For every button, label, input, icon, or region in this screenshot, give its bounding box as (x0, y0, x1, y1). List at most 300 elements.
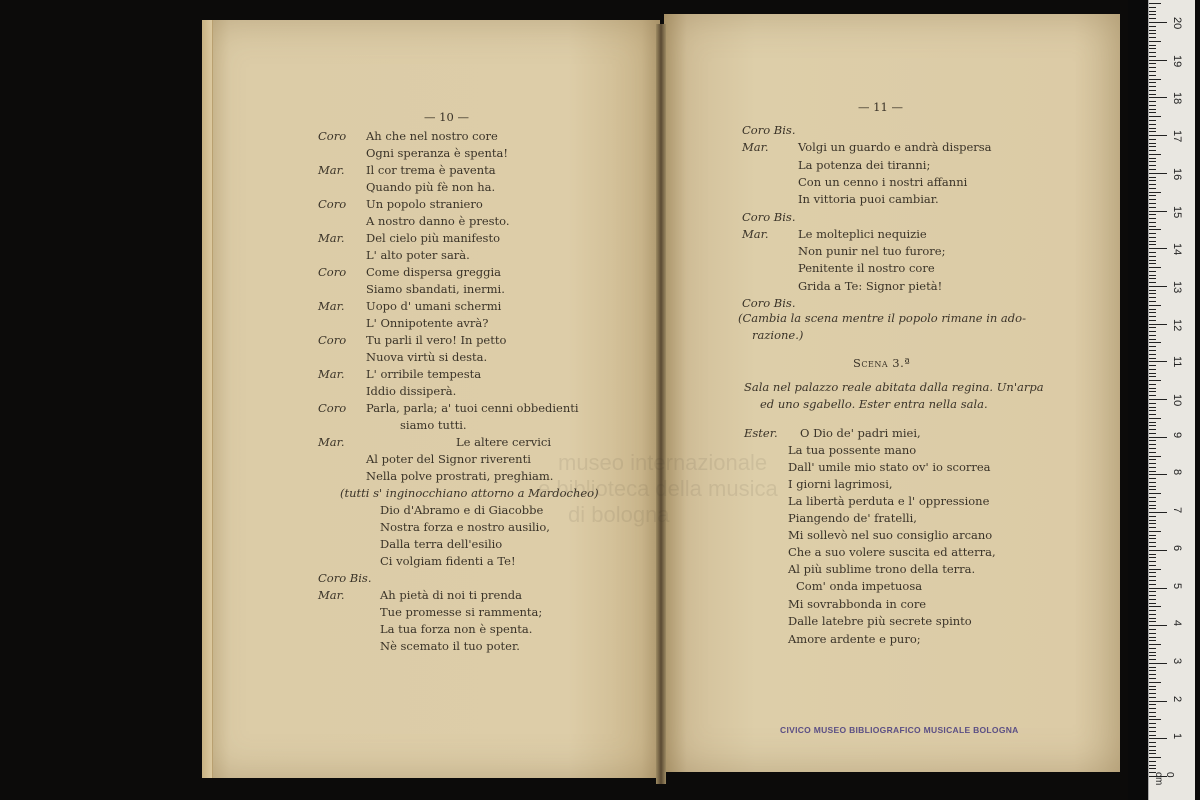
verse-line: Parla, parla; a' tuoi cenni obbedienti (366, 401, 579, 415)
page-edge (202, 20, 213, 778)
ruler-tick (1149, 312, 1156, 313)
ruler-tick (1149, 86, 1156, 87)
ruler-tick (1149, 384, 1156, 385)
ruler-tick (1149, 561, 1156, 562)
ruler-tick (1149, 618, 1156, 619)
ruler-tick (1149, 14, 1156, 15)
ruler-tick (1149, 554, 1156, 555)
stage-direction-cont: razione.) (752, 328, 804, 342)
verse-line: Dalle latebre più secrete spinto (788, 614, 972, 628)
verse-line: Al poter del Signor riverenti (366, 452, 531, 466)
ruler-tick (1149, 271, 1156, 272)
ruler-tick (1149, 557, 1156, 558)
measurement-ruler (1148, 0, 1195, 800)
ruler-number: 1 (1171, 733, 1183, 740)
ruler-tick (1149, 637, 1156, 638)
ruler-tick (1149, 75, 1156, 76)
verse-line: Nella polve prostrati, preghiam. (366, 469, 554, 483)
ruler-tick (1149, 226, 1156, 227)
ruler-tick (1149, 97, 1167, 98)
speaker-label: Coro (318, 265, 347, 279)
ruler-tick (1149, 750, 1156, 751)
verse-line: O Dio de' padri miei, (800, 426, 921, 440)
ruler-number: 18 (1171, 92, 1183, 105)
ruler-tick (1149, 614, 1156, 615)
verse-line: Il cor trema è paventa (366, 163, 496, 177)
ruler-number: 17 (1171, 130, 1183, 143)
ruler-number: 14 (1171, 243, 1183, 256)
verse-line: Un popolo straniero (366, 197, 483, 211)
ruler-tick (1149, 753, 1156, 754)
ruler-tick (1149, 678, 1156, 679)
ruler-tick (1149, 633, 1156, 634)
ruler-tick (1149, 606, 1161, 607)
ruler-tick (1149, 527, 1156, 528)
ruler-tick (1149, 667, 1156, 668)
ruler-tick (1149, 452, 1156, 453)
ruler-tick (1149, 731, 1156, 732)
ruler-tick (1149, 708, 1156, 709)
verse-line: Uopo d' umani schermi (366, 299, 502, 313)
ruler-tick (1149, 629, 1156, 630)
ruler-tick (1149, 505, 1156, 506)
ruler-tick (1149, 542, 1156, 543)
ruler-tick (1149, 704, 1156, 705)
ruler-tick (1149, 648, 1156, 649)
ruler-tick (1149, 305, 1161, 306)
ruler-tick (1149, 723, 1156, 724)
ruler-tick (1149, 610, 1156, 611)
verse-line: Come dispersa greggia (366, 265, 502, 279)
ruler-tick (1149, 659, 1156, 660)
ruler-tick (1149, 169, 1156, 170)
verse-line: Ogni speranza è spenta! (366, 146, 508, 160)
verse-line: Con un cenno i nostri affanni (798, 174, 968, 189)
ruler-tick (1149, 309, 1156, 310)
ruler-tick (1149, 203, 1156, 204)
ruler-tick (1149, 275, 1156, 276)
ruler-tick (1149, 765, 1156, 766)
ruler-tick (1149, 165, 1156, 166)
ruler-tick (1149, 520, 1156, 521)
ruler-tick (1149, 689, 1156, 690)
ruler-number: 3 (1171, 657, 1183, 665)
ruler-tick (1149, 71, 1156, 72)
ruler-tick (1149, 471, 1156, 472)
ruler-number: 9 (1171, 431, 1183, 438)
ruler-tick (1149, 7, 1156, 8)
ruler-tick (1149, 260, 1156, 261)
ruler-tick (1149, 719, 1161, 720)
ruler-tick (1149, 746, 1156, 747)
ruler-tick (1149, 422, 1156, 423)
ruler-number: 7 (1171, 507, 1183, 514)
ruler-tick (1149, 207, 1156, 208)
stage-direction: (Cambia la scena mentre il popolo rimane in ado- (738, 311, 1026, 325)
ruler-tick (1149, 116, 1161, 117)
scene-description-cont: ed uno sgabello. Ester entra nella sala. (760, 397, 988, 411)
ruler-tick (1149, 324, 1167, 325)
ruler-tick (1149, 11, 1156, 12)
ruler-tick (1149, 331, 1156, 332)
ruler-tick (1149, 395, 1156, 396)
ruler-tick (1149, 429, 1156, 430)
speaker-label: Coro Bis. (742, 209, 796, 224)
verse-line: Amore ardente e puro; (788, 631, 921, 646)
ruler-tick (1149, 538, 1156, 539)
ruler-tick (1149, 768, 1156, 769)
speaker-label: Coro Bis. (742, 296, 796, 310)
ruler-tick (1149, 60, 1167, 61)
ruler-tick (1149, 388, 1156, 389)
ruler-tick (1149, 188, 1156, 189)
ruler-tick (1149, 143, 1156, 144)
ruler-tick (1149, 512, 1167, 513)
ruler-tick (1149, 373, 1156, 374)
ruler-tick (1149, 501, 1156, 502)
ruler-tick (1149, 335, 1156, 336)
speaker-label: Mar. (318, 299, 345, 313)
ruler-number: 15 (1171, 205, 1183, 218)
ruler-tick (1149, 701, 1167, 702)
ruler-number: 10 (1171, 394, 1183, 407)
ruler-tick (1149, 376, 1156, 377)
ruler-tick (1149, 316, 1156, 317)
ruler-tick (1149, 109, 1156, 110)
verse-line: L' Onnipotente avrà? (366, 316, 489, 330)
ruler-tick (1149, 686, 1156, 687)
left-folio: — 10 — (424, 110, 469, 124)
verse-line: Nostra forza e nostro ausilio, (380, 520, 550, 534)
ruler-tick (1149, 523, 1156, 524)
ruler-tick (1149, 177, 1156, 178)
ruler-tick (1149, 297, 1156, 298)
ruler-tick (1149, 263, 1156, 264)
ruler-tick (1149, 365, 1156, 366)
ruler-tick (1149, 327, 1156, 328)
ruler-tick (1149, 459, 1156, 460)
ester-speaker: Ester. (744, 426, 778, 440)
ruler-tick (1149, 282, 1156, 283)
ruler-tick (1149, 161, 1156, 162)
ruler-tick (1149, 407, 1156, 408)
ruler-tick (1149, 482, 1156, 483)
ruler-number: 20 (1171, 17, 1183, 30)
verse-line: Com' onda impetuosa (796, 579, 923, 593)
ruler-tick (1149, 380, 1161, 381)
ruler-number: 11 (1171, 356, 1183, 368)
ruler-tick (1149, 79, 1161, 80)
ruler-unit: 0 cm (1153, 772, 1175, 786)
ruler-tick (1149, 150, 1156, 151)
scene-description: Sala nel palazzo reale abitata dalla regina. Un'arpa (744, 380, 1044, 394)
verse-line: L' orribile tempesta (366, 367, 482, 381)
ruler-tick (1149, 339, 1156, 340)
ruler-tick (1149, 569, 1161, 570)
ruler-number: 2 (1171, 695, 1183, 702)
ruler-tick (1149, 761, 1156, 762)
verse-line: Che a suo volere suscita ed atterra, (788, 545, 996, 559)
background-strip (1128, 0, 1148, 800)
verse-line: Piangendo de' fratelli, (788, 511, 917, 525)
scene-title: Scena 3.ª (853, 356, 911, 370)
ruler-tick (1149, 437, 1167, 438)
ruler-tick (1149, 146, 1156, 147)
ruler-tick (1149, 237, 1156, 238)
verse-line: Volgi un guardo e andrà dispersa (798, 140, 992, 155)
ruler-tick (1149, 410, 1156, 411)
ruler-tick (1149, 414, 1156, 415)
ruler-number: 12 (1171, 318, 1183, 331)
verse-line: Ci volgiam fidenti a Te! (380, 554, 516, 568)
ruler-tick (1149, 290, 1156, 291)
library-stamp: CIVICO MUSEO BIBLIOGRAFICO MUSICALE BOLOGNA (780, 725, 1019, 735)
ruler-tick (1149, 346, 1156, 347)
ruler-tick (1149, 497, 1156, 498)
ruler-tick (1149, 463, 1156, 464)
ruler-tick (1149, 493, 1161, 494)
ruler-tick (1149, 727, 1156, 728)
ruler-tick (1149, 467, 1156, 468)
speaker-label: Coro Bis. (318, 571, 372, 585)
verse-line: Tu parli il vero! In petto (366, 333, 507, 347)
ruler-tick (1149, 361, 1167, 362)
ruler-tick (1149, 655, 1156, 656)
ruler-tick (1149, 52, 1156, 53)
verse-line: Le altere cervici (456, 435, 552, 449)
verse-line: La potenza dei tiranni; (798, 157, 931, 172)
speaker-label: Mar. (742, 140, 769, 155)
ruler-tick (1149, 456, 1161, 457)
ruler-tick (1149, 293, 1156, 294)
ruler-tick (1149, 516, 1156, 517)
ruler-tick (1149, 278, 1156, 279)
verse-line: Non punir nel tuo furore; (798, 244, 946, 259)
ruler-tick (1149, 531, 1161, 532)
ruler-tick (1149, 22, 1167, 23)
verse-line: Tue promesse si rammenta; (380, 605, 543, 619)
ruler-tick (1149, 112, 1156, 113)
verse-line: Siamo sbandati, inermi. (366, 282, 505, 296)
ruler-tick (1149, 433, 1156, 434)
ruler-tick (1149, 584, 1156, 585)
ruler-tick (1149, 712, 1156, 713)
ruler-tick (1149, 218, 1156, 219)
verse-line: In vittoria puoi cambiar. (798, 192, 939, 207)
ruler-tick (1149, 128, 1156, 129)
ruler-tick (1149, 105, 1156, 106)
ruler-tick (1149, 425, 1156, 426)
ruler-tick (1149, 199, 1156, 200)
ruler-tick (1149, 621, 1156, 622)
ruler-tick (1149, 580, 1156, 581)
ruler-tick (1149, 241, 1156, 242)
ruler-tick (1149, 625, 1167, 626)
ruler-tick (1149, 48, 1156, 49)
verse-line: Ah pietà di noi ti prenda (380, 588, 522, 602)
ruler-tick (1149, 652, 1156, 653)
verse-line: Nuova virtù si desta. (366, 350, 488, 364)
verse-line: Penitente il nostro core (798, 261, 935, 276)
verse-line: Quando più fè non ha. (366, 180, 496, 194)
ruler-tick (1149, 663, 1167, 664)
verse-line: Del cielo più manifesto (366, 231, 500, 245)
ruler-tick (1149, 184, 1156, 185)
ruler-tick (1149, 222, 1156, 223)
ruler-tick (1149, 30, 1156, 31)
ruler-tick (1149, 674, 1156, 675)
verse-line: Dio d'Abramo e di Giacobbe (380, 503, 544, 517)
ruler-tick (1149, 33, 1156, 34)
ruler-tick (1149, 320, 1156, 321)
verse-line: La tua possente mano (788, 443, 917, 457)
ruler-tick (1149, 486, 1156, 487)
ruler-tick (1149, 248, 1167, 249)
ruler-tick (1149, 101, 1156, 102)
speaker-label: Mar. (742, 226, 769, 241)
ruler-tick (1149, 37, 1156, 38)
ruler-tick (1149, 644, 1161, 645)
ruler-tick (1149, 358, 1156, 359)
ruler-tick (1149, 3, 1161, 4)
ruler-tick (1149, 535, 1156, 536)
verse-line: L' alto poter sarà. (366, 248, 470, 262)
ruler-tick (1149, 591, 1156, 592)
ruler-number: 6 (1171, 544, 1183, 551)
ruler-tick (1149, 640, 1156, 641)
verse-line: Dalla terra dell'esilio (380, 537, 503, 551)
ruler-tick (1149, 599, 1156, 600)
verse-line: Le molteplici nequizie (798, 226, 927, 241)
ruler-tick (1149, 354, 1156, 355)
ruler-tick (1149, 478, 1156, 479)
ruler-tick (1149, 572, 1156, 573)
ruler-number: 19 (1171, 54, 1183, 67)
verse-line: I giorni lagrimosi, (788, 477, 893, 491)
speaker-label: Mar. (318, 367, 345, 381)
ruler-tick (1149, 214, 1156, 215)
speaker-label: Mar. (318, 231, 345, 245)
ruler-number: 16 (1171, 167, 1183, 181)
ruler-tick (1149, 195, 1156, 196)
ruler-tick (1149, 693, 1156, 694)
ruler-tick (1149, 550, 1167, 551)
ruler-tick (1149, 41, 1161, 42)
ruler-tick (1149, 180, 1156, 181)
ruler-tick (1149, 135, 1167, 136)
ruler-tick (1149, 418, 1161, 419)
ruler-tick (1149, 82, 1156, 83)
ruler-tick (1149, 229, 1161, 230)
ruler-tick (1149, 267, 1161, 268)
speaker-label: Coro (318, 197, 347, 211)
ruler-tick (1149, 45, 1156, 46)
ruler-tick (1149, 391, 1156, 392)
ruler-tick (1149, 742, 1156, 743)
ruler-tick (1149, 565, 1156, 566)
ruler-tick (1149, 342, 1161, 343)
ruler-tick (1149, 757, 1161, 758)
verse-line: A nostro danno è presto. (366, 214, 510, 228)
verse-line: Nè scemato il tuo poter. (380, 639, 520, 653)
ruler-tick (1149, 716, 1156, 717)
ruler-tick (1149, 256, 1156, 257)
book-gutter (656, 24, 666, 784)
ruler-tick (1149, 440, 1156, 441)
ruler-tick (1149, 26, 1156, 27)
right-folio: — 11 — (858, 100, 903, 114)
ruler-tick (1149, 546, 1156, 547)
verse-line: Mi sovrabbonda in core (788, 596, 927, 611)
ruler-tick (1149, 139, 1156, 140)
ruler-tick (1149, 67, 1156, 68)
ruler-number: 8 (1171, 469, 1183, 476)
speaker-label: Mar. (318, 435, 345, 449)
ruler-tick (1149, 399, 1167, 400)
ruler-number: 13 (1171, 280, 1183, 294)
ruler-tick (1149, 286, 1167, 287)
verse-line: Ah che nel nostro core (366, 129, 498, 143)
ruler-tick (1149, 94, 1156, 95)
ruler-tick (1149, 233, 1156, 234)
ruler-tick (1149, 369, 1156, 370)
ruler-tick (1149, 350, 1156, 351)
ruler-tick (1149, 90, 1156, 91)
verse-line: Grida a Te: Signor pietà! (798, 278, 943, 293)
verse-line: Al più sublime trono della terra. (788, 562, 976, 576)
ruler-tick (1149, 63, 1156, 64)
ruler-tick (1149, 154, 1161, 155)
ruler-tick (1149, 56, 1156, 57)
verse-line: Mi sollevò nel suo consiglio arcano (788, 528, 993, 542)
ruler-tick (1149, 131, 1156, 132)
speaker-label: Coro (318, 129, 347, 143)
speaker-label: Coro (318, 401, 347, 415)
ruler-tick (1149, 735, 1156, 736)
ruler-tick (1149, 192, 1161, 193)
ruler-tick (1149, 489, 1156, 490)
stage-direction: (tutti s' inginocchiano attorno a Mardocheo) (340, 486, 599, 500)
ruler-tick (1149, 18, 1156, 19)
ruler-tick (1149, 173, 1167, 174)
verse-line: La tua forza non è spenta. (380, 622, 533, 636)
ruler-tick (1149, 508, 1156, 509)
speaker-label: Coro (318, 333, 347, 347)
ruler-number: 5 (1171, 582, 1183, 589)
ruler-tick (1149, 595, 1156, 596)
ruler-tick (1149, 124, 1156, 125)
ruler-tick (1149, 576, 1156, 577)
ruler-tick (1149, 211, 1167, 212)
speaker-label: Coro Bis. (742, 123, 796, 137)
verse-line: La libertà perduta e l' oppressione (788, 494, 990, 508)
ruler-tick (1149, 444, 1156, 445)
speaker-label: Mar. (318, 588, 345, 602)
ruler-tick (1149, 474, 1167, 475)
ruler-tick (1149, 697, 1156, 698)
ruler-tick (1149, 301, 1156, 302)
speaker-label: Mar. (318, 163, 345, 177)
ruler-tick (1149, 738, 1167, 739)
ruler-tick (1149, 670, 1156, 671)
verse-line: Dall' umile mio stato ov' io scorrea (788, 460, 991, 474)
verse-line: siamo tutti. (400, 418, 467, 432)
ruler-tick (1149, 603, 1156, 604)
ruler-tick (1149, 252, 1156, 253)
ruler-tick (1149, 244, 1156, 245)
ruler-tick (1149, 588, 1167, 589)
verse-line: Iddio dissiperà. (366, 384, 457, 398)
